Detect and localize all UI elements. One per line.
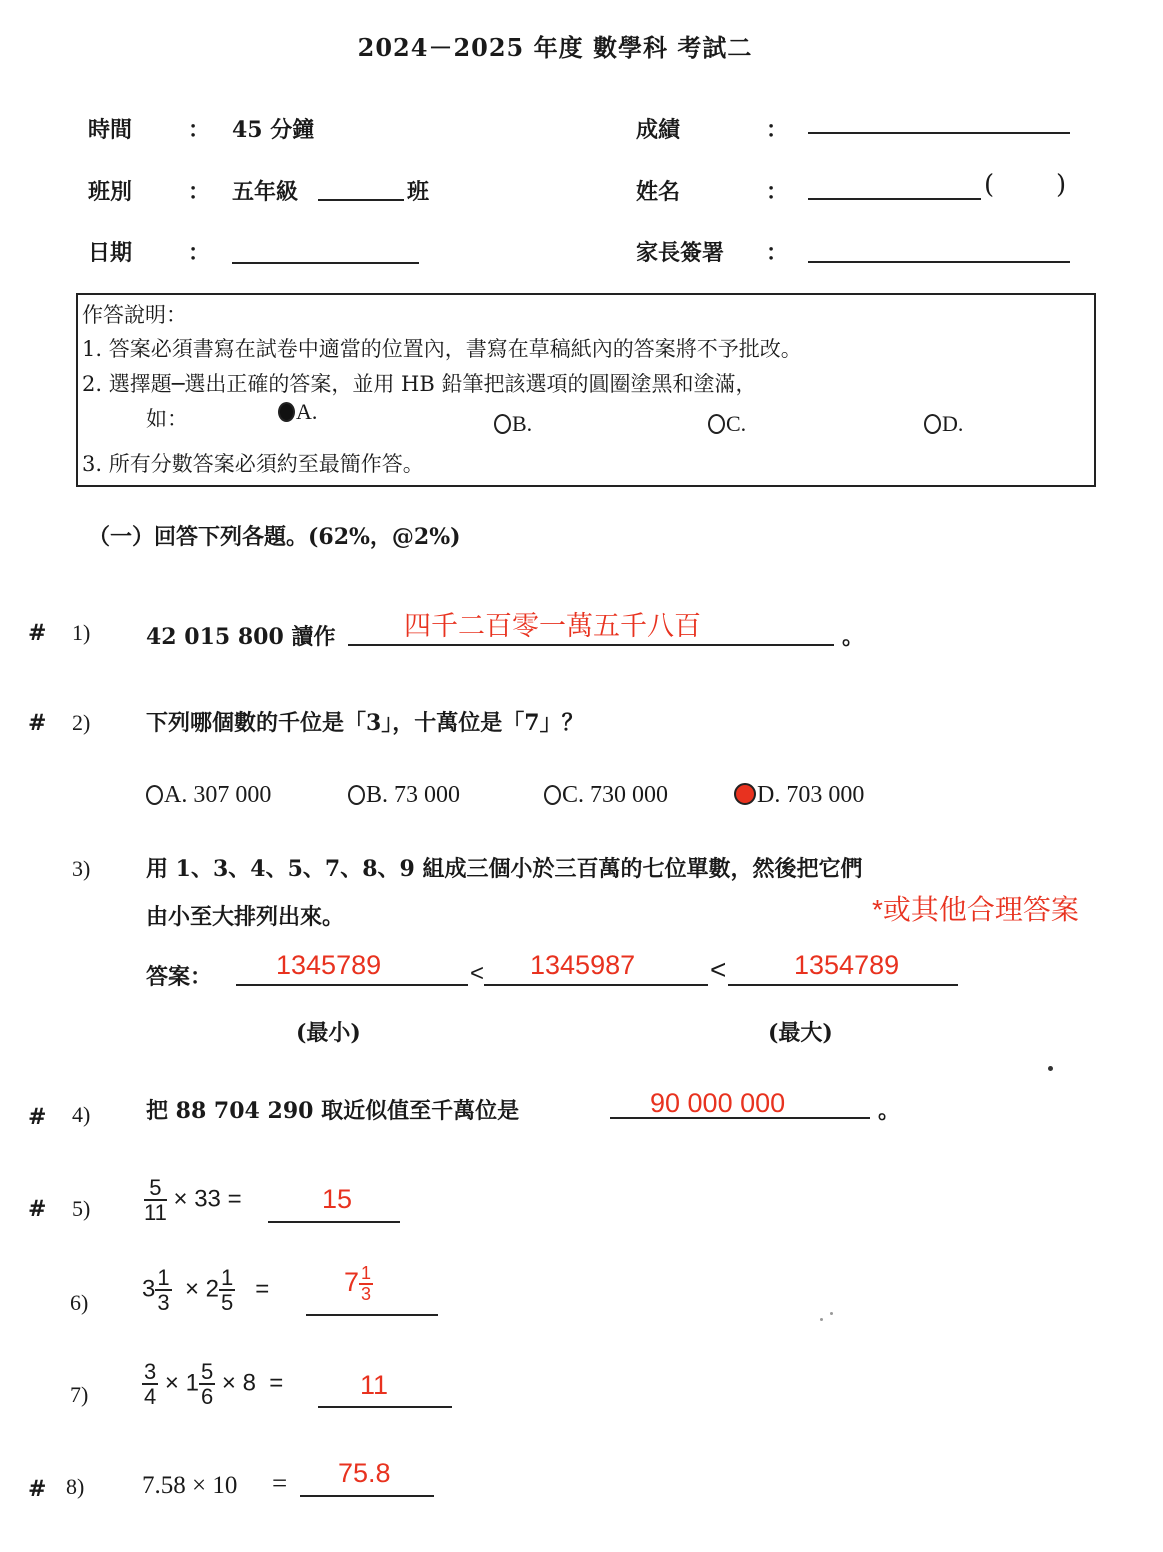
example-option-d: [924, 411, 963, 437]
example-option-a: [278, 399, 317, 425]
q4-answer: 90 000 000: [650, 1088, 786, 1118]
q2-option-c-label: C. 730 000: [562, 782, 669, 808]
instruction-1: 1. 答案必須書寫在試卷中適當的位置內，書寫在草稿紙內的答案將不予批改。: [82, 337, 802, 361]
name-field[interactable]: [808, 198, 981, 200]
q2-marker: #: [28, 710, 47, 736]
q8-equals: =: [272, 1468, 288, 1498]
q6-answer: 7 $\frac{1}{3}$: [344, 1263, 372, 1304]
q1-text: 42 015 800 讀作: [146, 624, 336, 650]
empty-bubble-icon: [348, 785, 365, 805]
q8-marker: #: [28, 1476, 47, 1502]
instructions-heading: 作答說明：: [82, 303, 187, 327]
class-prefix: 五年級: [232, 179, 299, 205]
example-option-d-label: D.: [942, 411, 964, 436]
example-label: 如：: [146, 407, 188, 431]
exam-title: 2024－2025 年度 數學科 考試二: [357, 33, 753, 62]
name-colon: ：: [766, 179, 789, 205]
q7-number: 7): [70, 1382, 89, 1407]
q7-fraction-2: $\frac{5}{6}$: [200, 1359, 214, 1410]
q3-smallest-label: (最小): [296, 1020, 361, 1046]
class-label: 班別: [88, 179, 133, 205]
example-option-a-label: A.: [296, 399, 318, 424]
q2-option-c[interactable]: [544, 782, 668, 809]
empty-bubble-icon: [494, 414, 511, 434]
class-suffix: 班: [407, 179, 430, 205]
q2-option-a-label: A. 307 000: [164, 782, 272, 808]
class-number-paren-open: (: [984, 170, 995, 200]
date-label: 日期: [88, 240, 133, 266]
example-option-b-label: B.: [512, 411, 533, 436]
instructions-box: [76, 293, 1096, 487]
empty-bubble-icon: [924, 414, 941, 434]
q2-option-d[interactable]: [734, 782, 864, 809]
q3-answer-line-2[interactable]: [484, 984, 708, 986]
parent-signature-colon: ：: [766, 240, 789, 266]
scan-speck: [820, 1318, 823, 1321]
q1-marker: #: [28, 620, 47, 646]
q1-number: 1): [72, 620, 91, 645]
q3-note: *或其他合理答案: [872, 894, 1079, 925]
q5-fraction: $\frac{5}{11}$: [144, 1175, 167, 1226]
scan-speck: [830, 1312, 833, 1315]
q3-less-than-2: <: [710, 954, 727, 985]
q3-answer-3: 1354789: [794, 950, 900, 980]
q2-option-b[interactable]: [348, 782, 460, 809]
parent-signature-label: 家長簽署: [636, 240, 725, 266]
score-colon: ：: [766, 117, 789, 143]
q8-expression: 7.58 × 10: [142, 1472, 238, 1499]
parent-signature-field[interactable]: [808, 261, 1070, 263]
instruction-2: 2. 選擇題─選出正確的答案，並用 HB 鉛筆把該選項的圓圈塗黑和塗滿，: [82, 372, 757, 396]
example-option-c-label: C.: [726, 411, 747, 436]
q2-option-d-label: D. 703 000: [757, 782, 865, 808]
q1-end: 。: [842, 624, 865, 650]
instruction-3: 3. 所有分數答案必須約至最簡作答。: [82, 452, 424, 476]
class-field[interactable]: [318, 199, 404, 201]
q5-answer-line[interactable]: [268, 1221, 400, 1223]
q3-answer-line-3[interactable]: [728, 984, 958, 986]
q7-answer: 11: [360, 1370, 389, 1400]
score-label: 成績: [636, 117, 681, 143]
q5-answer: 15: [322, 1184, 353, 1214]
example-option-c: [708, 411, 746, 437]
q6-number: 6): [70, 1290, 89, 1315]
q1-answer-line[interactable]: [348, 644, 834, 646]
time-value: 45 分鐘: [232, 117, 315, 143]
q5-expr-rest: × 33 =: [173, 1185, 242, 1213]
q5-expression: [144, 1176, 242, 1224]
class-colon: ：: [188, 179, 211, 205]
example-option-b: [494, 411, 532, 437]
q3-answer-2: 1345987: [530, 950, 636, 980]
q3-answer-line-1[interactable]: [236, 984, 468, 986]
q2-text: 下列哪個數的千位是「3」，十萬位是「7」？: [146, 710, 584, 736]
q2-number: 2): [72, 710, 91, 735]
q6-answer-fraction: $\frac{1}{3}$: [361, 1263, 372, 1304]
q3-largest-label: (最大): [768, 1020, 833, 1046]
q7-fraction-1: $\frac{3}{4}$: [144, 1359, 157, 1410]
empty-bubble-icon: [544, 785, 561, 805]
q3-text-line2: 由小至大排列出來。: [146, 904, 345, 930]
filled-bubble-icon: [278, 402, 295, 422]
q5-marker: #: [28, 1196, 47, 1222]
section-heading: （一）回答下列各題。(62%，@2%): [88, 524, 461, 550]
q2-option-b-label: B. 73 000: [366, 782, 461, 808]
selected-bubble-icon: [734, 783, 756, 805]
q3-answer-1: 1345789: [276, 950, 382, 980]
q1-answer: 四千二百零一萬五千八百: [404, 611, 701, 641]
q2-option-a[interactable]: [146, 782, 271, 809]
q6-expression: 3 $\frac{1}{3}$ × 2 $\frac{1}{5}$ =: [142, 1265, 270, 1316]
q6-fraction-2: $\frac{1}{5}$: [221, 1265, 234, 1316]
q7-expression: $\frac{3}{4}$ × 1 $\frac{5}{6}$ × 8 =: [144, 1359, 284, 1410]
q3-number: 3): [72, 856, 91, 881]
q8-answer-line[interactable]: [300, 1495, 434, 1497]
q4-marker: #: [28, 1104, 47, 1130]
q7-answer-line[interactable]: [318, 1406, 452, 1408]
q3-answer-label: 答案：: [146, 964, 213, 990]
q5-number: 5): [72, 1196, 91, 1221]
q4-number: 4): [72, 1102, 91, 1127]
q4-text: 把 88 704 290 取近似值至千萬位是: [146, 1098, 520, 1124]
q3-less-than-1: <: [470, 960, 485, 987]
q3-text-line1: 用 1、3、4、5、7、8、9 組成三個小於三百萬的七位單數，然後把它們: [146, 856, 863, 882]
scan-speck: [1048, 1066, 1053, 1071]
class-number-paren-close: ): [1056, 170, 1067, 200]
q4-end: 。: [878, 1098, 901, 1124]
q6-fraction-1: $\frac{1}{3}$: [157, 1265, 170, 1316]
name-label: 姓名: [636, 179, 681, 205]
date-colon: ：: [188, 240, 211, 266]
score-field[interactable]: [808, 132, 1070, 134]
q8-answer: 75.8: [338, 1458, 391, 1488]
time-label: 時間: [88, 117, 133, 143]
time-colon: ：: [188, 117, 211, 143]
empty-bubble-icon: [708, 414, 725, 434]
q8-number: 8): [66, 1474, 85, 1499]
date-field[interactable]: [232, 262, 419, 264]
q6-answer-line[interactable]: [306, 1314, 438, 1316]
empty-bubble-icon: [146, 785, 163, 805]
